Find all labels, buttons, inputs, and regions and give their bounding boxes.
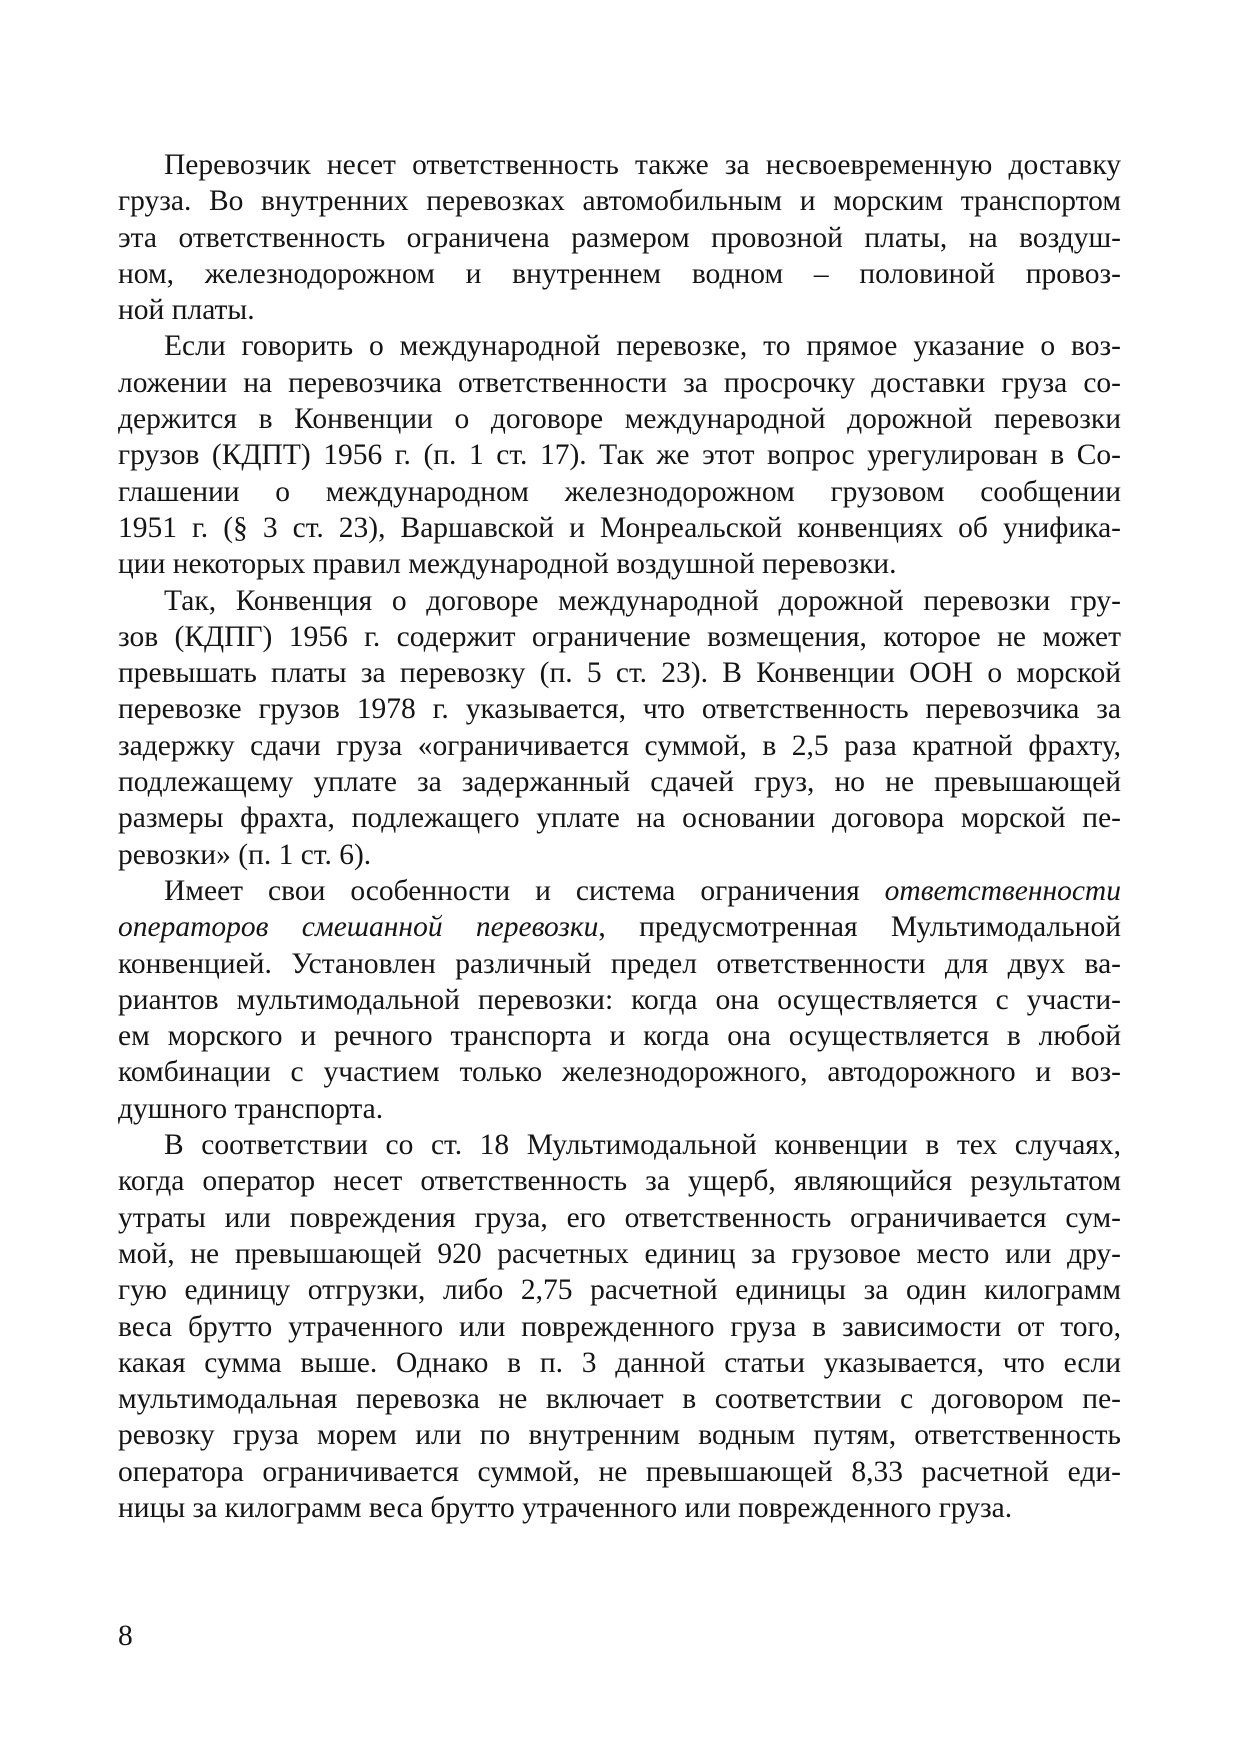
text-line [118, 147, 1121, 183]
text-run: , предусмотренная Мультимодальной [598, 911, 1121, 944]
text-run: Так, Конвенция о договоре международной дорожной перевозки гру- [164, 584, 1121, 617]
text-line [118, 546, 1121, 582]
text-line [118, 1309, 1121, 1345]
text-line [118, 365, 1121, 401]
text-line [118, 619, 1121, 655]
body-text [118, 147, 1121, 1526]
text-run: мой, не превышающей 920 расчетных единиц за грузовое место или дру- [118, 1237, 1121, 1270]
text-line [118, 437, 1121, 473]
text-run: ревозки» (п. 1 ст. 6). [118, 838, 372, 871]
text-line [118, 510, 1121, 546]
text-line [118, 1381, 1121, 1417]
page-number: 8 [118, 1620, 133, 1652]
text-line [118, 655, 1121, 691]
text-line [118, 583, 1121, 619]
text-line [118, 183, 1121, 219]
text-run: когда оператор несет ответственность за ущерб, являющийся результатом [118, 1165, 1121, 1198]
text-run: держится в Конвенции о договоре международной дорожной перевозки [118, 403, 1121, 436]
text-run: гую единицу отгрузки, либо 2,75 расчетной единицы за один килограмм [118, 1274, 1121, 1307]
text-line [118, 1490, 1121, 1526]
text-line [118, 764, 1121, 800]
text-run: 1951 г. (§ 3 ст. 23), Варшавской и Монреальской конвенциях об унифика- [118, 511, 1121, 544]
text-line [118, 256, 1121, 292]
text-run: душного транспорта. [118, 1092, 384, 1125]
paragraph [118, 873, 1121, 1127]
text-line [118, 474, 1121, 510]
text-run: глашении о международном железнодорожном грузовом сообщении [118, 475, 1121, 508]
paragraph [118, 328, 1121, 582]
text-run: превышать платы за перевозку (п. 5 ст. 23). В Конвенции ООН о морской [118, 657, 1121, 690]
text-run: Имеет свои особенности и система ограничения [164, 874, 885, 907]
text-run: Перевозчик несет ответственность также за несвоевременную доставку [164, 149, 1121, 181]
text-run: ции некоторых правил международной воздушной перевозки. [118, 548, 897, 581]
text-line [118, 837, 1121, 873]
text-run: какая сумма выше. Однако в п. 3 данной статьи указывается, что если [118, 1346, 1121, 1379]
text-line [118, 1091, 1121, 1127]
text-line [118, 1345, 1121, 1381]
text-line [118, 728, 1121, 764]
text-line [118, 292, 1121, 328]
text-run: Если говорить о международной перевозке, то прямое указание о воз- [164, 330, 1121, 363]
text-run: ной платы. [118, 294, 255, 327]
text-run: задержку сдачи груза «ограничивается суммой, в 2,5 раза кратной фрахту, [118, 729, 1121, 762]
text-run: ницы за килограмм веса брутто утраченного или поврежденного груза. [118, 1491, 1013, 1524]
italic-text: операторов смешанной перевозки [118, 911, 599, 944]
text-run: ном, железнодорожном и внутреннем водном – половиной провоз- [118, 257, 1121, 290]
text-run: размеры фрахта, подлежащего уплате на основании договора морской пе- [118, 802, 1121, 835]
text-line [118, 401, 1121, 437]
text-run: утраты или повреждения груза, его ответственность ограничивается сум- [118, 1201, 1121, 1234]
text-line [118, 220, 1121, 256]
text-run: комбинации с участием только железнодорожного, автодорожного и воз- [118, 1056, 1121, 1089]
text-line [118, 1018, 1121, 1054]
paragraph [118, 1127, 1121, 1526]
text-run: конвенцией. Установлен различный предел ответственности для двух ва- [118, 947, 1121, 980]
text-run: груза. Во внутренних перевозках автомобильным и морским транспортом [118, 185, 1121, 218]
text-line [118, 1454, 1121, 1490]
text-run: перевозке грузов 1978 г. указывается, что ответственность перевозчика за [118, 693, 1121, 726]
text-run: оператора ограничивается суммой, не превышающей 8,33 расчетной еди- [118, 1455, 1121, 1488]
text-run: ревозку груза морем или по внутренним водным путям, ответственность [118, 1419, 1121, 1452]
text-line [118, 909, 1121, 945]
text-line [118, 1127, 1121, 1163]
text-run: мультимодальная перевозка не включает в соответствии с договором пе- [118, 1383, 1121, 1416]
text-run: зов (КДПГ) 1956 г. содержит ограничение возмещения, которое не может [118, 620, 1121, 653]
text-run: В соответствии со ст. 18 Мультимодальной конвенции в тех случаях, [164, 1129, 1121, 1162]
text-line [118, 1272, 1121, 1308]
text-run: эта ответственность ограничена размером провозной платы, на воздуш- [118, 221, 1121, 254]
text-line [118, 691, 1121, 727]
text-run: подлежащему уплате за задержанный сдачей груз, но не превышающей [118, 766, 1121, 799]
text-line [118, 873, 1121, 909]
text-line [118, 1417, 1121, 1453]
text-line [118, 800, 1121, 836]
text-line [118, 946, 1121, 982]
text-line [118, 1236, 1121, 1272]
text-run: ем морского и речного транспорта и когда она осуществляется в любой [118, 1020, 1121, 1053]
text-line [118, 1054, 1121, 1090]
text-run: веса брутто утраченного или поврежденного груза в зависимости от того, [118, 1310, 1121, 1343]
paragraph [118, 147, 1121, 328]
paragraph [118, 583, 1121, 873]
text-run: риантов мультимодальной перевозки: когда она осуществляется с участи- [118, 983, 1121, 1016]
text-line [118, 982, 1121, 1018]
text-line [118, 1200, 1121, 1236]
text-run: ложении на перевозчика ответственности за просрочку доставки груза со- [118, 366, 1121, 399]
italic-text: ответственности [884, 874, 1121, 907]
text-line [118, 328, 1121, 364]
text-run: грузов (КДПТ) 1956 г. (п. 1 ст. 17). Так же этот вопрос урегулирован в Со- [118, 439, 1121, 472]
text-line [118, 1163, 1121, 1199]
